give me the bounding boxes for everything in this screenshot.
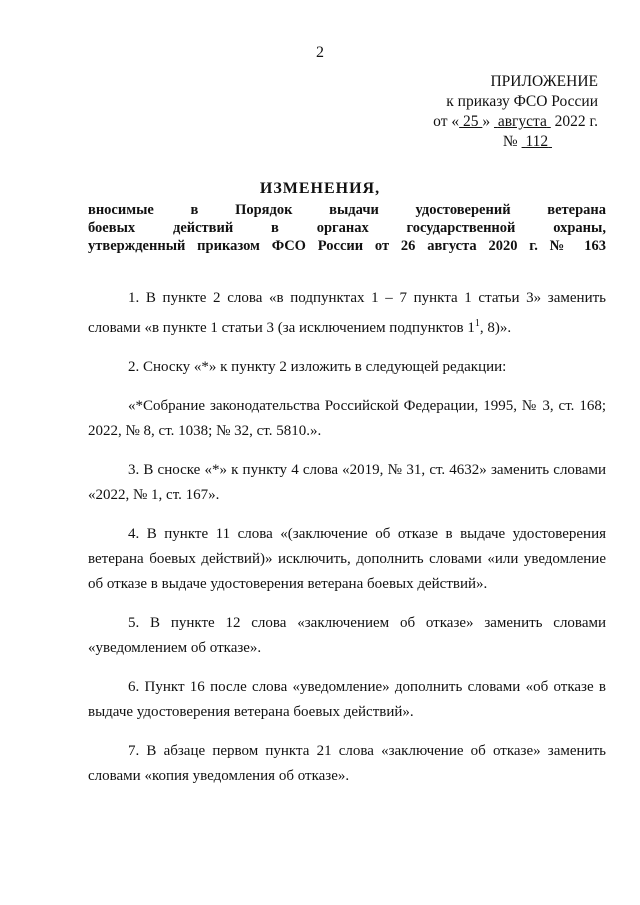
paragraph [88,522,606,597]
document-body [88,286,606,803]
paragraph [88,611,606,661]
paragraph [88,355,606,380]
annex-date [398,112,598,132]
document-heading: ИЗМЕНЕНИЯ, [259,180,381,197]
date-day: 25 [462,113,479,130]
subheading-line-1: вносимые в Порядок выдачи удостоверений ветерана [88,202,606,218]
paragraph-text: 4. В пункте 11 слова «(заключение об отказе в выдаче удостоверения ветерана боевых действий)» исключить, дополнить словами «или уведомление об отказе в выдаче удостоверения ветерана боевых действий». [88,526,606,592]
paragraph-text-tail: , 8)». [479,320,512,336]
date-prefix: от « [433,113,460,130]
paragraph [88,458,606,508]
date-mid: » [482,113,491,130]
subheading-line-2: боевых действий в органах государственной охраны, [88,220,606,236]
annex-block [398,72,598,152]
annex-number [398,132,598,152]
paragraph [88,739,606,789]
paragraph-superscript: 1 [474,318,480,329]
annex-order-ref: к приказу ФСО России [446,93,598,110]
paragraph-text: 5. В пункте 12 слова «заключением об отказе» заменить словами «уведомлением об отказе». [88,615,606,656]
page-number: 2 [316,44,324,61]
paragraph-text: 2. Сноску «*» к пункту 2 изложить в следующей редакции: [128,359,507,375]
date-year: 2022 г. [554,113,598,130]
paragraph-text: 6. Пункт 16 после слова «уведомление» дополнить словами «об отказе в выдаче удостоверения ветерана боевых действий». [88,679,606,720]
number-value: 112 [525,133,549,150]
paragraph [88,675,606,725]
subheading-line-3: утвержденный приказом ФСО России от 26 августа 2020 г. № 163 [88,238,606,254]
paragraph-text: «*Собрание законодательства Российской Федерации, 1995, № 3, ст. 168; 2022, № 8, ст. 1038; № 32, ст. 5810.». [88,398,606,439]
paragraph-text: 1. В пункте 2 слова «в подпунктах 1 – 7 пункта 1 статьи 3» заменить словами «в пункте 1 статьи 3 (за исключением подпунктов 1 [88,290,606,336]
annex-title: ПРИЛОЖЕНИЕ [490,73,598,90]
paragraph-text: 3. В сноске «*» к пункту 4 слова «2019, № 31, ст. 4632» заменить словами «2022, № 1, ст. 167». [88,462,606,503]
date-month: августа [497,113,547,130]
paragraph-text: 7. В абзаце первом пункта 21 слова «заключение об отказе» заменить словами «копия уведомления об отказе». [88,743,606,784]
document-subheading [88,201,606,255]
number-prefix: № [502,133,518,150]
paragraph [88,286,606,341]
paragraph [88,394,606,444]
